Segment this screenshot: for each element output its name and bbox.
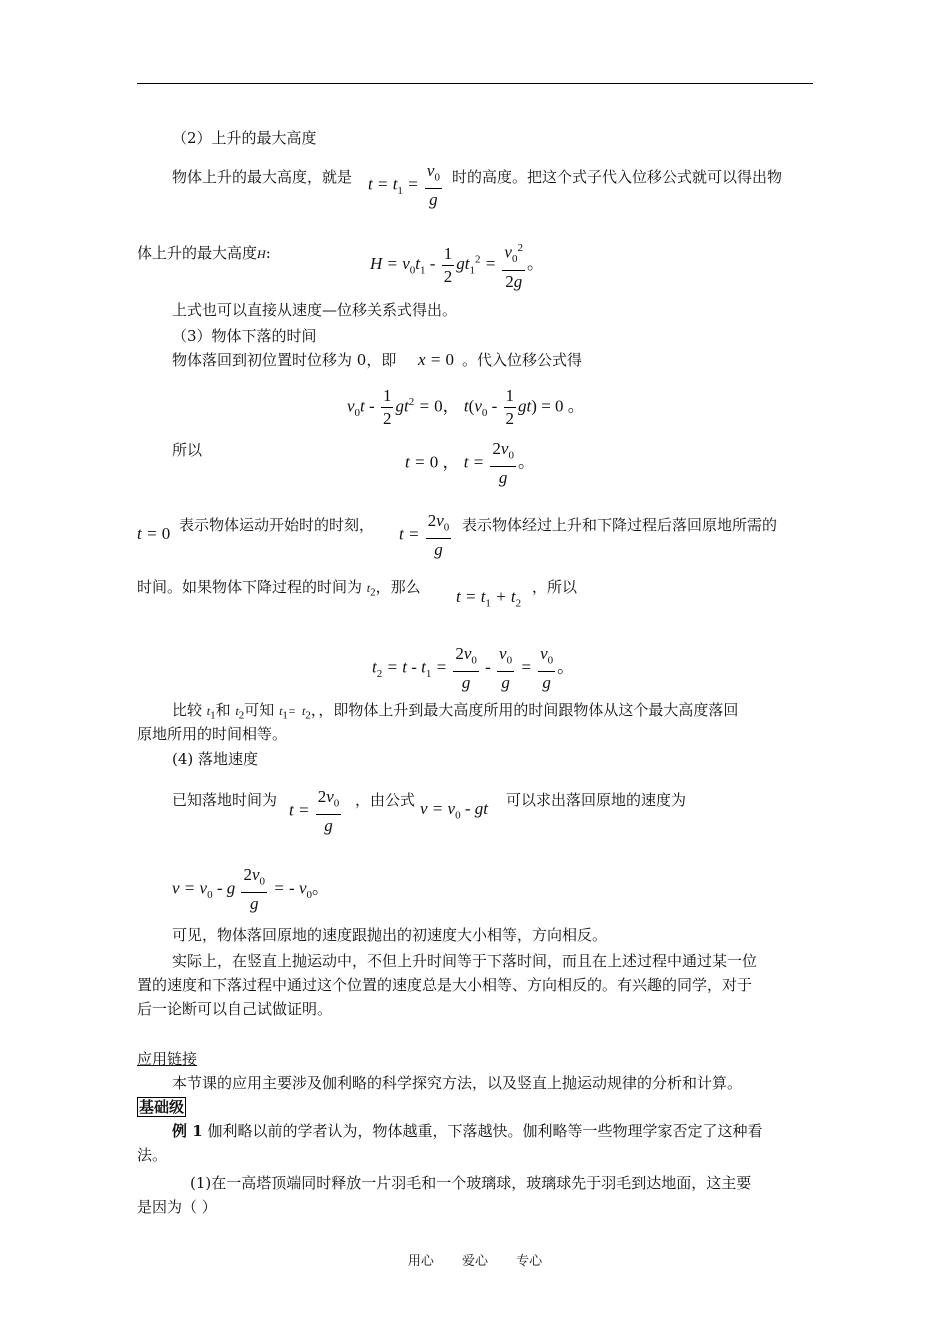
para-fall-time-intro-a: 物体落回到初位置时位移为 0，即	[172, 351, 397, 369]
section-2-heading: （2）上升的最大高度	[172, 129, 317, 147]
para-conclusion: 可见，物体落回原地的速度跟抛出的初速度大小相等，方向相反。	[172, 926, 608, 944]
formula-max-height: $H = v_0t_1$ - $\frac{1}{2}$ $gt_1^2$ = $\frac{v_0^2}{2g}$ 。	[370, 239, 544, 291]
formula-displacement-zero: $v_0t$ - $\frac{1}{2}$ $gt^2 = 0$， $t(v_0$ - $\frac{1}{2}$ gt) = 0 。	[347, 386, 585, 428]
para-start-time: 表示物体运动开始时的时刻，	[179, 516, 375, 534]
footer-word-3: 专心	[516, 1254, 543, 1269]
formula-landing-velocity: $v = v_0 - g$ $\frac{2v_0}{g}$ = - $v_0$。	[172, 865, 329, 914]
para-compare: 比较 $t_1$和 $t_2$可知 $t_1= t_2$，，即物体上升到最大高度所用的时间跟物体从这个最大高度落回	[172, 701, 739, 722]
header-rule	[137, 83, 813, 84]
level-badge: 基础级	[139, 1098, 185, 1116]
para-symmetry-1: 实际上，在竖直上抛运动中，不但上升时间等于下落时间，而且在上述过程中通过某一位	[172, 952, 758, 970]
page-footer	[0, 1250, 950, 1269]
example-1	[172, 1121, 762, 1141]
section-4-heading: (4) 落地速度	[172, 750, 259, 768]
formula-velocity: $v = v_0$ - gt	[420, 799, 488, 822]
level-label	[137, 1097, 186, 1117]
formula-x-zero: x = 0	[418, 350, 455, 369]
formula-t-zero: t = 0	[137, 524, 171, 543]
formula-t1-eq-t2: $t_1= t_2$	[279, 704, 311, 722]
descent-time-text-a: 时间。如果物体下降过程的时间为	[137, 578, 363, 596]
para-equal-time: 原地所用的时间相等。	[137, 725, 288, 743]
formula-t-equals-t1: $t = t_1$ = $\frac{v_0}{g}$	[368, 161, 440, 210]
para-landing-time-b: ，由公式	[355, 791, 416, 809]
footer-word-2: 爱心	[461, 1254, 488, 1269]
para-return-time: 表示物体经过上升和下降过程后落回原地所需的	[462, 516, 778, 534]
formula-t-sum: $t = t_1 + t_2$	[456, 587, 522, 610]
formula-t2-result: $t_2 = t - t_1$ = $\frac{2v_0}{g}$ - $\frac{v_0}{g}$ = $\frac{v_0}{g}$ 。	[372, 644, 575, 693]
para-symmetry-2: 置的速度和下落过程中通过这个位置的速度总是大小相等、方向相反的。有兴趣的同学，对于	[137, 976, 753, 994]
var-t2-compare: $t_2$	[235, 704, 245, 722]
formula-t-2v0-g: t = $\frac{2v_0}{g}$	[399, 511, 450, 560]
max-height-label-text: 体上升的最大高度	[137, 244, 258, 262]
application-intro: 本节课的应用主要涉及伽利略的科学探究方法，以及竖直上抛运动规律的分析和计算。	[172, 1074, 743, 1092]
descent-time-text-b: ，那么	[375, 578, 421, 596]
compare-text-a: 比较	[172, 701, 203, 719]
para-fall-time-intro-b: 。代入位移公式得	[462, 351, 583, 369]
example-text: 伽利略以前的学者认为，物体越重，下落越快。伽利略等一些物理学家否定了这种看	[202, 1122, 763, 1140]
formula-landing-time: t = $\frac{2v_0}{g}$	[289, 787, 340, 836]
para-velocity-displacement: 上式也可以直接从速度—位移关系式得出。	[172, 301, 458, 319]
question-1-cont: 是因为（ ）	[137, 1198, 217, 1216]
footer-word-1: 用心	[407, 1254, 434, 1269]
var-t1: $t_1$	[206, 704, 216, 722]
compare-text-b: 和	[215, 701, 231, 719]
max-height-colon: :	[265, 244, 271, 262]
example-1-cont: 法。	[137, 1146, 168, 1164]
para-max-height-label	[137, 243, 271, 264]
section-3-heading: （3）物体下落的时间	[172, 327, 317, 345]
example-label: 例 1	[172, 1122, 203, 1140]
application-link-heading: 应用链接	[137, 1050, 198, 1068]
para-descent-time	[137, 577, 421, 602]
para-symmetry-3: 后一论断可以自己试做证明。	[137, 1000, 333, 1018]
para-max-height-intro-a: 物体上升的最大高度，就是	[172, 168, 353, 186]
para-descent-so: ，所以	[532, 578, 578, 596]
formula-t-solutions: t = 0 ， t = $\frac{2v_0}{g}$ 。	[405, 439, 535, 488]
para-so: 所以	[172, 441, 203, 459]
max-height-var: H	[257, 247, 266, 261]
var-t2: $t_2$	[366, 581, 376, 599]
compare-text-c: 可知	[244, 701, 275, 719]
para-landing-time-a: 已知落地时间为	[172, 791, 278, 809]
para-landing-time-c: 可以求出落回原地的速度为	[506, 791, 687, 809]
compare-text-d: ，即物体上升到最大高度所用的时间跟物体从这个最大高度落回	[318, 701, 739, 719]
para-max-height-intro-b: 时的高度。把这个式子代入位移公式就可以得出物	[452, 168, 783, 186]
question-1: (1)在一高塔顶端同时释放一片羽毛和一个玻璃球，玻璃球先于羽毛到达地面，这主要	[190, 1174, 752, 1192]
